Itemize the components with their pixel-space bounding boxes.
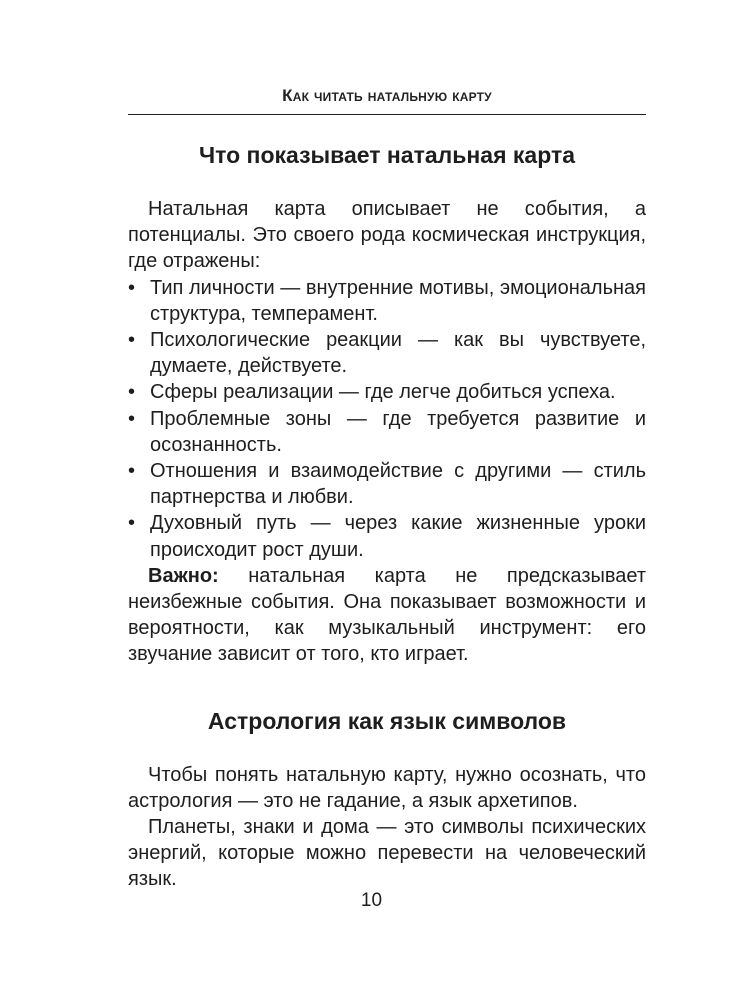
running-head: Как читать натальную карту	[282, 86, 492, 105]
list-item	[128, 379, 646, 405]
bullet-icon: •	[128, 329, 136, 352]
list-item	[128, 406, 646, 458]
list-item	[128, 458, 646, 510]
paragraph: Чтобы понять натальную карту, нужно осознать, что астрология — это не гадание, а язык архетипов.	[128, 763, 646, 812]
page-number: 10	[360, 890, 383, 911]
important-note	[128, 563, 646, 668]
list-item	[128, 275, 646, 327]
bullet-icon: •	[128, 460, 136, 483]
list-item-text: Духовный путь — через какие жизненные уроки происходит рост души.	[150, 512, 646, 561]
list-item-text: Проблемные зоны — где требуется развитие и осознанность.	[150, 407, 646, 456]
list-item	[128, 327, 646, 379]
page-body	[128, 131, 646, 893]
list-item-text: Психологические реакции — как вы чувствуете, думаете, действуете.	[150, 329, 646, 378]
header-rule	[128, 114, 646, 115]
bullet-list	[128, 275, 646, 563]
bullet-icon: •	[128, 276, 136, 299]
bullet-icon: •	[128, 407, 136, 430]
intro-paragraph: Натальная карта описывает не события, а потенциалы. Это своего рода космическая инструкция, где отражены:	[128, 198, 646, 273]
important-text: натальная карта не предсказывает неизбежные события. Она показывает возможности и вероятности, как музыкальный инструмент: его звучание зависит от того, кто играет.	[128, 564, 646, 666]
list-item	[128, 510, 646, 562]
section-title: Что показывает натальная карта	[198, 142, 576, 168]
paragraph: Планеты, знаки и дома — это символы психических энергий, которые можно перевести на человеческий язык.	[128, 816, 646, 891]
bullet-icon: •	[128, 381, 136, 404]
list-item-text: Тип личности — внутренние мотивы, эмоциональная структура, темперамент.	[150, 276, 646, 325]
list-item-text: Отношения и взаимодействие с другими — стиль партнерства и любви.	[150, 460, 646, 509]
section-title: Астрология как язык символов	[207, 707, 567, 734]
important-label: Важно:	[148, 564, 219, 587]
bullet-icon: •	[128, 512, 136, 535]
list-item-text: Сферы реализации — где легче добиться успеха.	[150, 381, 616, 404]
